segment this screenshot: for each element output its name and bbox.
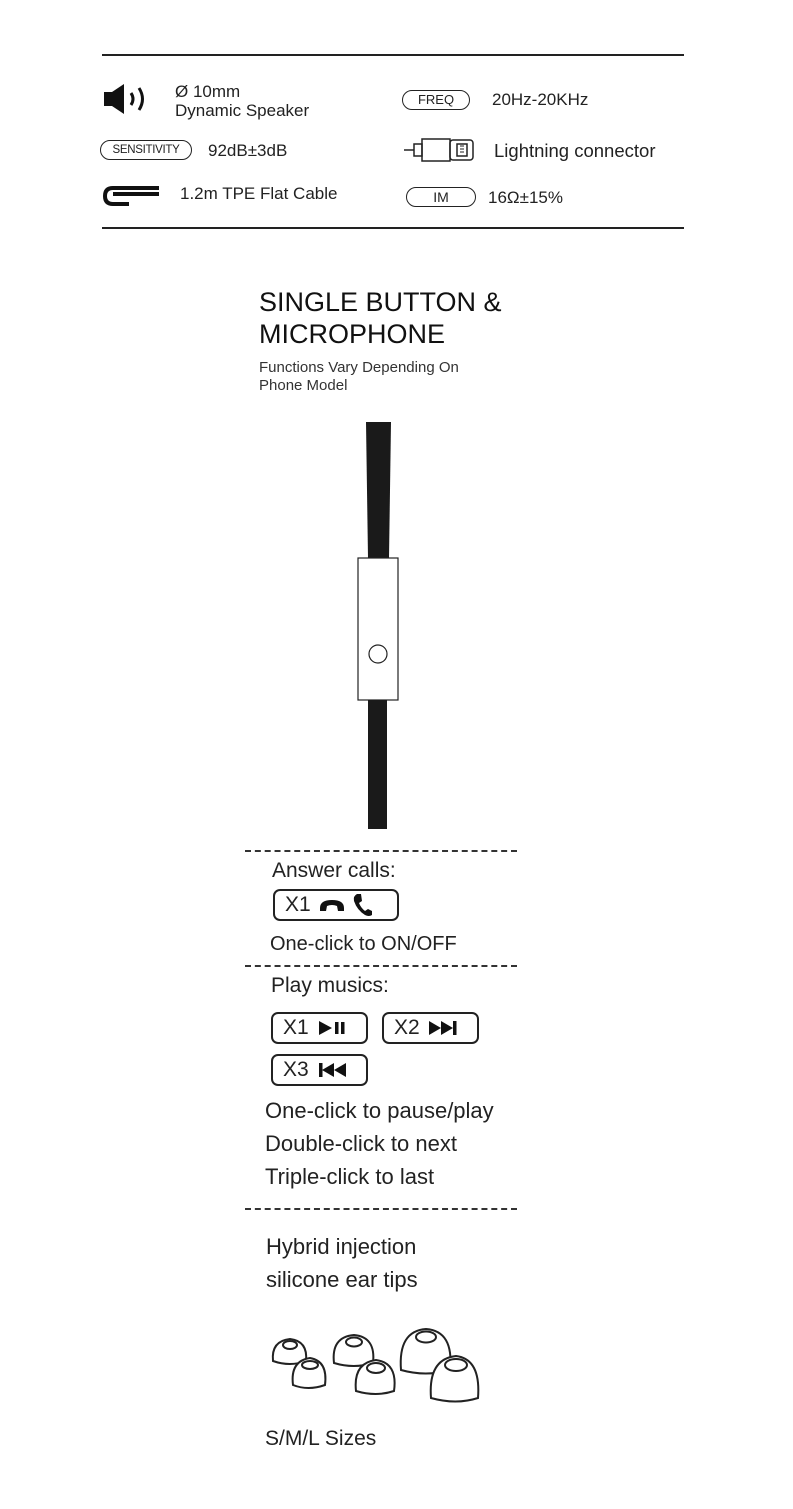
impedance-value: 16Ω±15% <box>488 188 563 207</box>
section-subtitle-line2: Phone Model <box>259 377 348 394</box>
music-desc-line1: One-click to pause/play <box>265 1098 494 1123</box>
speaker-size: Ø 10mm <box>175 82 241 101</box>
calls-badge-text: X1 <box>285 893 311 916</box>
music-badge-x3 <box>271 1054 368 1086</box>
section-title-line2: MICROPHONE <box>259 319 446 349</box>
speaker-icon <box>104 84 152 114</box>
section-title <box>259 286 502 350</box>
speaker-type: Dynamic Speaker <box>175 101 310 120</box>
lightning-connector-icon <box>404 137 476 163</box>
spec-bottom-divider <box>102 227 684 229</box>
eartips-desc <box>266 1230 418 1296</box>
hang-up-icon <box>319 897 345 913</box>
music-desc-line3: Triple-click to last <box>265 1164 435 1189</box>
music-badge-x2 <box>382 1012 479 1044</box>
divider-dashed-2 <box>245 965 517 967</box>
section-subtitle-line1: Functions Vary Depending On <box>259 359 459 376</box>
calls-label: Answer calls: <box>272 859 396 882</box>
freq-tag: FREQ <box>402 90 470 110</box>
ear-tips-icon <box>268 1325 483 1403</box>
section-subtitle <box>259 359 459 395</box>
music-badge-x1-text: X1 <box>283 1016 309 1039</box>
divider-dashed-3 <box>245 1208 517 1210</box>
freq-value: 20Hz-20KHz <box>492 90 589 109</box>
eartips-line1: Hybrid injection <box>266 1234 417 1259</box>
connector-value: Lightning connector <box>494 140 656 161</box>
calls-badge <box>273 889 399 921</box>
phone-icon <box>353 893 373 917</box>
next-track-icon <box>428 1020 460 1036</box>
music-desc-line2: Double-click to next <box>265 1131 457 1156</box>
impedance-tag: IM <box>406 187 476 207</box>
music-badge-x3-text: X3 <box>283 1058 309 1081</box>
music-badge-x1 <box>271 1012 368 1044</box>
music-label: Play musics: <box>271 974 389 997</box>
microphone-button-icon <box>369 645 387 663</box>
spec-top-divider <box>102 54 684 56</box>
calls-desc: One-click to ON/OFF <box>270 933 457 955</box>
remote-control-illustration <box>350 422 406 832</box>
divider-dashed-1 <box>245 850 517 852</box>
cable-value: 1.2m TPE Flat Cable <box>180 184 338 203</box>
sensitivity-tag: SENSITIVITY <box>100 140 192 160</box>
music-desc <box>265 1094 494 1193</box>
sensitivity-value: 92dB±3dB <box>208 141 288 160</box>
flat-cable-icon <box>103 182 159 210</box>
play-pause-icon <box>317 1020 347 1036</box>
previous-track-icon <box>317 1062 349 1078</box>
eartips-line2: silicone ear tips <box>266 1267 418 1292</box>
section-title-line1: SINGLE BUTTON & <box>259 287 502 317</box>
speaker-spec <box>175 82 309 120</box>
music-badge-x2-text: X2 <box>394 1016 420 1039</box>
eartips-sizes: S/M/L Sizes <box>265 1427 377 1450</box>
